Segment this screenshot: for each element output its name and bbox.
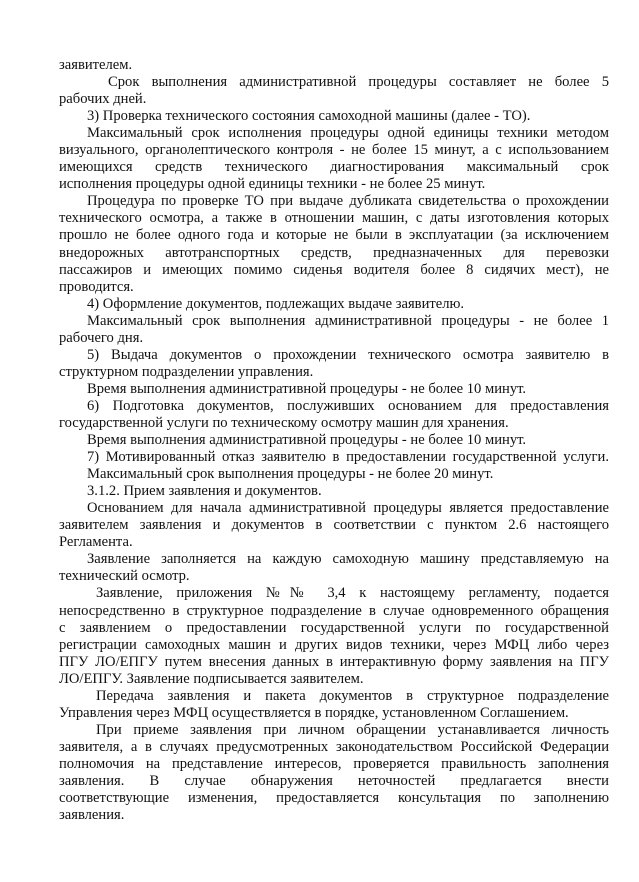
- text-line: Максимальный срок исполнения процедуры одной единицы техники методом: [87, 125, 609, 142]
- text-line: 6) Подготовка документов, послуживших основанием для предоставления: [87, 397, 609, 414]
- text-line: Регламента.: [59, 534, 133, 551]
- text-line: Срок выполнения административной процедуры составляет не более 5: [108, 74, 609, 91]
- text-line: имеющихся средств технического диагностирования максимальный срок: [59, 159, 609, 176]
- text-line: Заявление, приложения №№ 3,4 к настоящему регламенту, подается: [96, 585, 609, 602]
- text-line: рабочего дня.: [59, 329, 144, 346]
- text-line: полномочия на представление интересов, проверяется правильность заполнения: [59, 755, 609, 772]
- text-line: заявления.: [59, 807, 125, 824]
- text-line: с заявлением о предоставлении государственной услуги по государственной: [59, 619, 609, 636]
- text-line: регистрации самоходных машин и других видов техники, через МФЦ либо через: [59, 636, 609, 653]
- text-line: ЛО/ЕПГУ. Заявление подписывается заявителем.: [59, 670, 364, 687]
- text-line: проводится.: [59, 278, 134, 295]
- text-line: государственной услуги по техническому осмотру машин для хранения.: [59, 414, 509, 431]
- text-line: непосредственно в структурное подразделение в случае одновременного обращения: [59, 602, 609, 619]
- text-line: заявителя, а в случаях предусмотренных законодательством Российской Федерации: [59, 738, 609, 755]
- text-line: Время выполнения административной процедуры - не более 10 минут.: [87, 432, 527, 449]
- text-line: прошло не более одного года и которые не были в эксплуатации (за исключением: [59, 227, 609, 244]
- text-line: пассажиров и имеющих помимо сиденья водителя более 8 сидячих мест), не: [59, 261, 609, 278]
- text-line: внедорожных автотранспортных средств, предназначенных для перевозки: [59, 244, 609, 261]
- text-line: При приеме заявления при личном обращении устанавливается личность: [96, 721, 609, 738]
- text-line: заявителем заявления и документов в соответствии с пунктом 2.6 настоящего: [59, 517, 609, 534]
- text-line: технический осмотр.: [59, 568, 190, 585]
- text-line: 7) Мотивированный отказ заявителю в предоставлении государственной услуги.: [87, 449, 609, 466]
- text-line: 3) Проверка технического состояния самоходной машины (далее - ТО).: [87, 108, 531, 125]
- text-line: Время выполнения административной процедуры - не более 10 минут.: [87, 380, 527, 397]
- text-line: 5) Выдача документов о прохождении технического осмотра заявителю в: [87, 346, 609, 363]
- text-line: Заявление заполняется на каждую самоходную машину представляемую на: [87, 551, 609, 568]
- text-line: 4) Оформление документов, подлежащих выдаче заявителю.: [87, 295, 465, 312]
- text-line: структурном подразделении управления.: [59, 363, 314, 380]
- text-line: заявителем.: [59, 57, 133, 73]
- text-line: соответствующие изменения, предоставляется консультация по заполнению: [59, 790, 609, 807]
- text-line: ПГУ ЛО/ЕПГУ путем внесения данных в интерактивную форму заявления на ПГУ: [59, 653, 609, 670]
- text-line: технического осмотра, а также в отношении машин, с даты изготовления которых: [59, 210, 609, 227]
- document-body: [59, 57, 609, 824]
- text-line: рабочих дней.: [59, 91, 147, 108]
- text-line: исполнения процедуры одной единицы техники - не более 25 минут.: [59, 176, 486, 193]
- text-line: Передача заявления и пакета документов в структурное подразделение: [96, 687, 609, 704]
- text-line: Процедура по проверке ТО при выдаче дубликата свидетельства о прохождении: [87, 193, 609, 210]
- text-line: Максимальный срок выполнения процедуры - не более 20 минут.: [87, 466, 494, 483]
- text-line: визуального, органолептического контроля - не более 15 минут, а с использованием: [59, 142, 609, 159]
- text-line: заявления. В случае обнаружения неточностей предлагается внести: [59, 772, 609, 789]
- text-line: 3.1.2. Прием заявления и документов.: [87, 483, 322, 500]
- text-line: Максимальный срок выполнения административной процедуры - не более 1: [87, 312, 609, 329]
- text-line: Управления через МФЦ осуществляется в порядке, установленном Соглашением.: [59, 704, 569, 721]
- text-line: Основанием для начала административной процедуры является предоставление: [87, 500, 609, 517]
